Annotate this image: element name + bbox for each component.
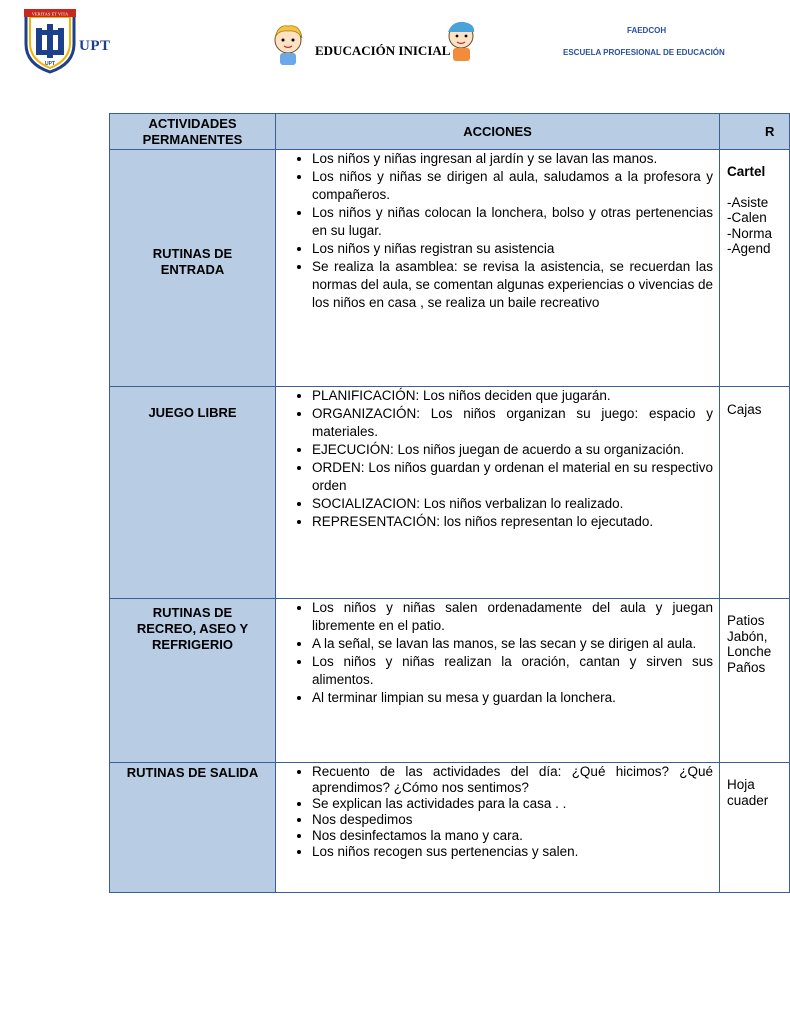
list-item: • Se explican las actividades para la casa . . xyxy=(312,796,713,812)
page-header xyxy=(0,0,768,80)
category-cell xyxy=(110,599,276,763)
resource-item: Patios xyxy=(727,613,765,628)
category-label: RUTINAS DE RECREO, ASEO Y REFRIGERIO xyxy=(136,605,249,652)
list-item: • EJECUCIÓN: Los niños juegan de acuerdo a su organización. xyxy=(312,441,713,459)
list-item: • Los niños y niñas realizan la oración, cantan y sirven sus alimentos. xyxy=(312,653,713,689)
table-header-row xyxy=(110,114,790,150)
resources-cell xyxy=(720,599,790,763)
resource-item: -Agend xyxy=(727,241,771,256)
actions-cell xyxy=(276,599,720,763)
list-item: • Nos desinfectamos la mano y cara. xyxy=(312,828,713,844)
list-item: • Se realiza la asamblea: se revisa la asistencia, se recuerdan las normas del aula, se comentan algunas experiencias o vivencias de los niños en casa , se realiza un baile recreativo xyxy=(312,258,713,312)
list-item: • Nos despedimos xyxy=(312,812,713,828)
university-logo xyxy=(22,6,78,74)
category-label: JUEGO LIBRE xyxy=(148,405,237,420)
list-item: • ORGANIZACIÓN: Los niños organizan su juego: espacio y materiales. xyxy=(312,405,713,441)
list-item: • PLANIFICACIÓN: Los niños deciden que jugarán. xyxy=(312,387,713,405)
list-item: • Los niños y niñas registran su asistencia xyxy=(312,240,713,258)
svg-text:VERITAS ET VITA: VERITAS ET VITA xyxy=(31,11,69,17)
resources-cell xyxy=(720,763,790,893)
column-header-actions: ACCIONES xyxy=(276,114,720,150)
list-item: • Al terminar limpian su mesa y guardan la lonchera. xyxy=(312,689,713,707)
actions-cell xyxy=(276,150,720,387)
list-item: • REPRESENTACIÓN: los niños representan lo ejecutado. xyxy=(312,513,713,531)
actions-cell xyxy=(276,763,720,893)
resource-item: Hoja xyxy=(727,777,755,792)
list-item: • A la señal, se lavan las manos, se las secan y se dirigen al aula. xyxy=(312,635,713,653)
table-row xyxy=(110,599,790,763)
resource-item: Cartel xyxy=(727,164,766,179)
activities-table xyxy=(109,113,790,893)
category-label: RUTINAS DE SALIDA xyxy=(126,765,259,780)
category-label: RUTINAS DE ENTRADA xyxy=(152,246,233,277)
table-row xyxy=(110,763,790,893)
resource-item xyxy=(727,180,789,195)
actions-list xyxy=(290,150,713,312)
school-name: ESCUELA PROFESIONAL DE EDUCACIÓN xyxy=(563,48,725,57)
actions-cell xyxy=(276,387,720,599)
resource-item: -Calen xyxy=(727,210,767,225)
actions-list xyxy=(290,387,713,531)
resources-cell xyxy=(720,150,790,387)
list-item: • Los niños y niñas ingresan al jardín y se lavan las manos. xyxy=(312,150,713,168)
brand-label: UPT xyxy=(79,38,111,54)
list-item: • Los niños recogen sus pertenencias y salen. xyxy=(312,844,713,860)
program-title: EDUCACIÓN INICIAL xyxy=(315,43,451,58)
list-item: • Los niños y niñas salen ordenadamente del aula y juegan libremente en el patio. xyxy=(312,599,713,635)
resource-item: Paños xyxy=(727,659,766,675)
category-cell xyxy=(110,150,276,387)
resource-item: -Asiste xyxy=(727,194,769,210)
resource-item: Lonche xyxy=(727,644,772,659)
list-item: • Los niños y niñas se dirigen al aula, saludamos a la profesora y compañeros. xyxy=(312,168,713,204)
list-item: • Recuento de las actividades del día: ¿Qué hicimos? ¿Qué aprendimos? ¿Cómo nos sentimos? xyxy=(312,764,713,796)
category-cell xyxy=(110,763,276,893)
category-cell xyxy=(110,387,276,599)
resources-cell xyxy=(720,387,790,599)
list-item: • Los niños y niñas colocan la lonchera, bolso y otras pertenencias en su lugar. xyxy=(312,204,713,240)
resource-item: Cajas xyxy=(727,402,762,417)
resource-item: Jabón, xyxy=(727,628,768,644)
actions-list xyxy=(290,764,713,860)
table-row xyxy=(110,387,790,599)
resource-item: cuader xyxy=(727,792,769,808)
resource-item: -Norma xyxy=(727,225,773,241)
list-item: • ORDEN: Los niños guardan y ordenan el material en su respectivo orden xyxy=(312,459,713,495)
faculty-name: FAEDCOH xyxy=(627,26,667,35)
column-header-resources: R xyxy=(720,114,790,150)
table-row xyxy=(110,150,790,387)
svg-text:UPT: UPT xyxy=(45,61,55,67)
list-item: • SOCIALIZACION: Los niños verbalizan lo realizado. xyxy=(312,495,713,513)
column-header-activities: ACTIVIDADES PERMANENTES xyxy=(110,114,276,150)
actions-list xyxy=(290,599,713,707)
